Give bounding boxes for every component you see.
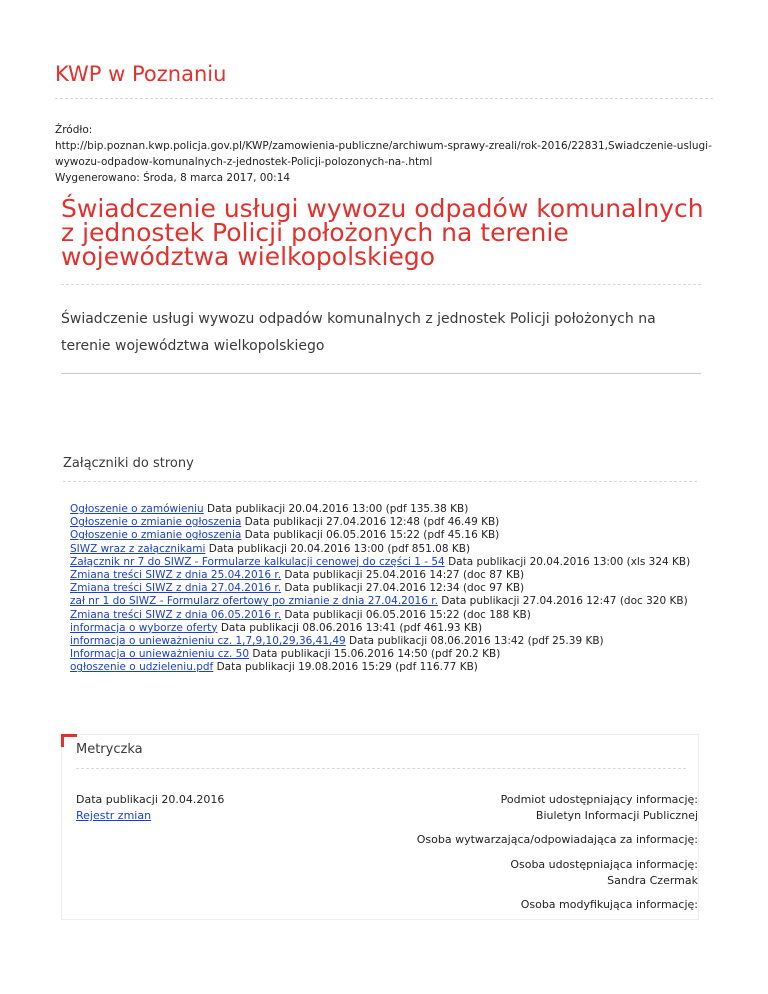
metryczka-left <box>76 792 224 824</box>
metryczka-box <box>61 734 699 920</box>
attachment-item <box>70 529 710 542</box>
attachment-link[interactable]: informacja o unieważnieniu cz. 1,7,9,10,29,36,41,49 <box>70 635 346 648</box>
source-label: Źródło: <box>55 124 93 136</box>
attachment-link[interactable]: Ogłoszenie o zmianie ogłoszenia <box>70 529 242 542</box>
attachment-item <box>70 661 710 674</box>
publication-date: Data publikacji 20.04.2016 <box>76 793 225 806</box>
modifier-block <box>298 897 698 913</box>
content-divider <box>61 373 701 374</box>
subject-label: Podmiot udostępniający informację: <box>500 793 698 806</box>
attachment-item <box>70 543 710 556</box>
title-divider <box>61 284 701 285</box>
metryczka-heading: Metryczka <box>76 742 143 757</box>
attachment-link[interactable]: Zmiana treści SIWZ z dnia 06.05.2016 r. <box>70 608 282 621</box>
sharer-label: Osoba udostępniająca informację: <box>510 858 698 871</box>
attachment-info: Data publikacji 27.04.2016 12:48 (pdf 46.49 KB) <box>244 516 500 529</box>
attachment-item <box>70 503 710 516</box>
attachment-link[interactable]: Załącznik nr 7 do SIWZ - Formularze kalkulacji cenowej do części 1 - 54 <box>70 555 445 568</box>
attachment-info: Data publikacji 15.06.2016 14:50 (pdf 20.2 KB) <box>252 648 501 661</box>
attachment-item <box>70 516 710 529</box>
attachment-info: Data publikacji 27.04.2016 12:34 (doc 97 KB) <box>284 582 525 595</box>
source-url: http://bip.poznan.kwp.policja.gov.pl/KWP/zamowienia-publiczne/archiwum-sprawy-zreali/rok-2016/22831,Swiadczenie-uslugi-wywozu-odpadow-komunalnych-z-jednostek-Policji-polozonych-na-.html <box>55 140 712 168</box>
subject-value: Biuletyn Informacji Publicznej <box>535 809 698 822</box>
modifier-label: Osoba modyfikująca informację: <box>520 898 698 911</box>
author-block <box>298 832 698 848</box>
attachment-item <box>70 622 710 635</box>
attachment-item <box>70 635 710 648</box>
attachment-link[interactable]: Informacja o unieważnieniu cz. 50 <box>70 648 250 661</box>
attachment-info: Data publikacji 06.05.2016 15:22 (doc 188 KB) <box>284 608 531 621</box>
source-meta <box>55 122 715 186</box>
generated-date: Wygenerowano: Środa, 8 marca 2017, 00:14 <box>55 172 291 184</box>
attachment-info: Data publikacji 25.04.2016 14:27 (doc 87 KB) <box>284 569 525 582</box>
attachment-link[interactable]: Ogłoszenie o zmianie ogłoszenia <box>70 516 242 529</box>
attachment-info: Data publikacji 08.06.2016 13:41 (pdf 461.93 KB) <box>220 621 483 634</box>
attachment-link[interactable]: Zmiana treści SIWZ z dnia 27.04.2016 r. <box>70 582 282 595</box>
page-title: Świadczenie usługi wywozu odpadów komunalnych z jednostek Policji położonych na terenie województwa wielkopolskiego <box>61 194 704 271</box>
header-divider <box>55 98 713 99</box>
attachment-item <box>70 609 710 622</box>
attachment-link[interactable]: Ogłoszenie o zamówieniu <box>70 503 204 515</box>
attachment-link[interactable]: ogłoszenie o udzieleniu.pdf <box>70 661 214 674</box>
attachment-item <box>70 595 710 608</box>
attachment-info: Data publikacji 20.04.2016 13:00 (pdf 135.38 KB) <box>207 503 469 515</box>
attachment-info: Data publikacji 06.05.2016 15:22 (pdf 45.16 KB) <box>244 529 500 542</box>
sharer-value: Sandra Czermak <box>607 874 698 887</box>
attachments-list <box>70 503 710 675</box>
attachment-info: Data publikacji 19.08.2016 15:29 (pdf 116.77 KB) <box>216 661 478 674</box>
attachments-divider <box>63 481 697 482</box>
attachment-link[interactable]: Zmiana treści SIWZ z dnia 25.04.2016 r. <box>70 569 282 582</box>
attachment-item <box>70 582 710 595</box>
attachment-link[interactable]: informacja o wyborze oferty <box>70 621 218 634</box>
attachment-link[interactable]: zał nr 1 do SIWZ - Formularz ofertowy po zmianie z dnia 27.04.2016 r. <box>70 595 438 608</box>
attachment-link[interactable]: SIWZ wraz z załącznikami <box>70 542 206 555</box>
metryczka-divider <box>76 768 686 769</box>
changes-register-link[interactable]: Rejestr zmian <box>76 809 152 822</box>
author-label: Osoba wytwarzająca/odpowiadająca za informację: <box>416 833 698 846</box>
lead-text: Świadczenie usługi wywozu odpadów komunalnych z jednostek Policji położonych na terenie województwa wielkopolskiego <box>61 311 656 354</box>
site-title: KWP w Poznaniu <box>55 62 227 86</box>
subject-block <box>298 792 698 824</box>
attachment-info: Data publikacji 08.06.2016 13:42 (pdf 25.39 KB) <box>349 635 604 648</box>
attachment-item <box>70 556 710 569</box>
attachment-item <box>70 648 710 661</box>
attachment-info: Data publikacji 20.04.2016 13:00 (xls 324 KB) <box>448 555 691 568</box>
attachments-heading: Załączniki do strony <box>63 456 194 471</box>
corner-accent-icon <box>61 734 77 747</box>
sharer-block <box>298 857 698 889</box>
attachment-item <box>70 569 710 582</box>
attachment-info: Data publikacji 20.04.2016 13:00 (pdf 851.08 KB) <box>208 542 471 555</box>
attachment-info: Data publikacji 27.04.2016 12:47 (doc 320 KB) <box>441 595 688 608</box>
